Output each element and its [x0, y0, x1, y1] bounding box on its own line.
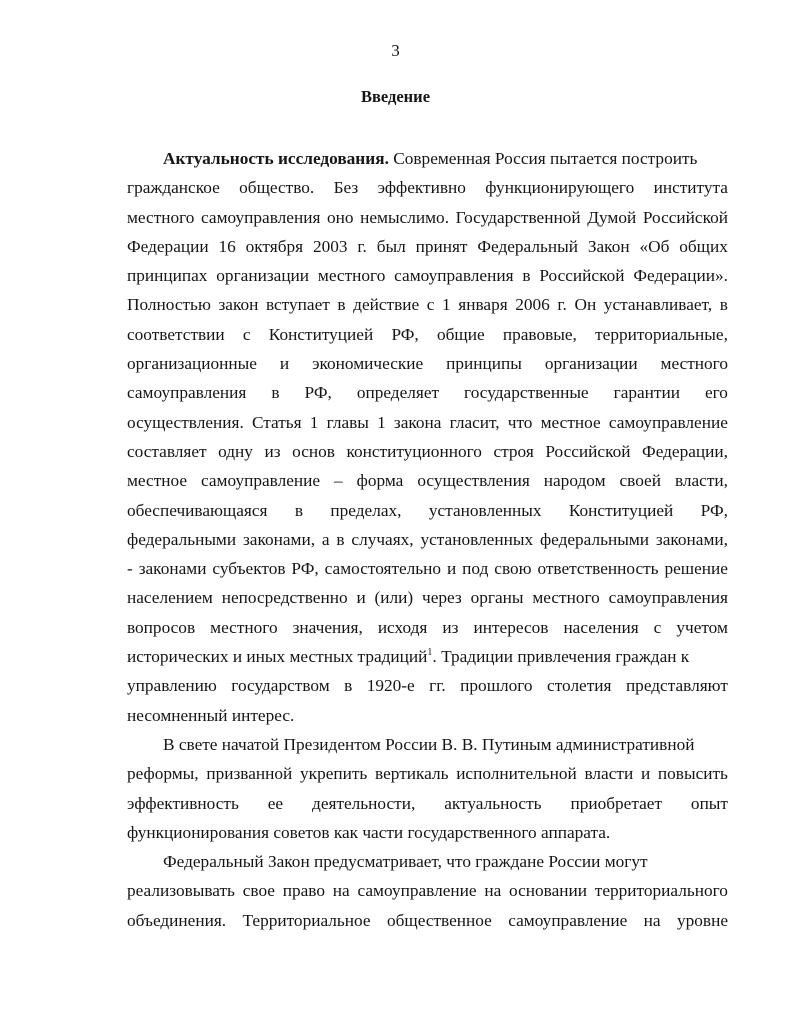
footnote-ref[interactable]: 1: [427, 647, 433, 659]
text-line: несомненный интерес.: [127, 705, 295, 725]
text-line: самоуправления в РФ, определяет государственные гарантии его: [127, 383, 728, 403]
text-line: - законами субъектов РФ, самостоятельно и под свою ответственность решение: [127, 559, 728, 579]
text-line: реформы, призванной укрепить вертикаль исполнительной власти и повысить: [127, 764, 728, 784]
text-line: местное самоуправление – форма осуществления народом своей власти,: [127, 471, 728, 491]
page-number: 3: [391, 41, 400, 60]
text-line: Актуальность исследования. Современная Россия пытается построить: [163, 149, 698, 168]
text-line: реализовывать свое право на самоуправление на основании территориального: [127, 881, 728, 901]
paragraph-reform: [127, 730, 728, 847]
text-line: населением непосредственно и (или) через органы местного самоуправления: [127, 588, 728, 608]
text-line: Полностью закон вступает в действие с 1 января 2006 г. Он устанавливает, в: [127, 295, 728, 315]
paragraph-federal-law: [127, 847, 728, 935]
paragraph-relevance: [127, 144, 728, 730]
text-line: функционирования советов как части государственного аппарата.: [127, 822, 611, 842]
text-line: соответствии с Конституцией РФ, общие правовые, территориальные,: [127, 324, 728, 344]
text-line: Федерации 16 октября 2003 г. был принят Федеральный Закон «Об общих: [127, 236, 728, 256]
text-line: организационные и экономические принципы организации местного: [127, 354, 728, 374]
text-line: гражданское общество. Без эффективно функционирующего института: [127, 178, 728, 198]
text-line: федеральными законами, а в случаях, установленных федеральными законами,: [127, 529, 728, 549]
text-line: В свете начатой Президентом России В. В. Путиным административной: [163, 734, 695, 754]
lead-term: Актуальность исследования.: [163, 149, 389, 168]
text-line: объединения. Территориальное общественное самоуправление на уровне: [127, 910, 728, 930]
text-line: составляет одну из основ конституционного строя Российской Федерации,: [127, 441, 728, 461]
text-line: осуществления. Статья 1 главы 1 закона гласит, что местное самоуправление: [127, 412, 728, 432]
text-line: вопросов местного значения, исходя из интересов населения с учетом: [127, 617, 728, 637]
text-line: местного самоуправления оно немыслимо. Государственной Думой Российской: [127, 207, 728, 227]
section-heading: Введение: [360, 87, 431, 106]
body-text: [127, 144, 728, 935]
text-line: управлению государством в 1920-е гг. прошлого столетия представляют: [127, 676, 728, 696]
text-line: обеспечивающаяся в пределах, установленных Конституцией РФ,: [127, 500, 728, 520]
text-line: эффективность ее деятельности, актуальность приобретает опыт: [127, 793, 728, 813]
text-line: принципах организации местного самоуправления в Российской Федерации».: [127, 266, 728, 286]
text-line: Федеральный Закон предусматривает, что граждане России могут: [163, 852, 648, 872]
text-line: исторических и иных местных традиций$^1$. Традиции привлечения граждан к: [127, 647, 690, 667]
